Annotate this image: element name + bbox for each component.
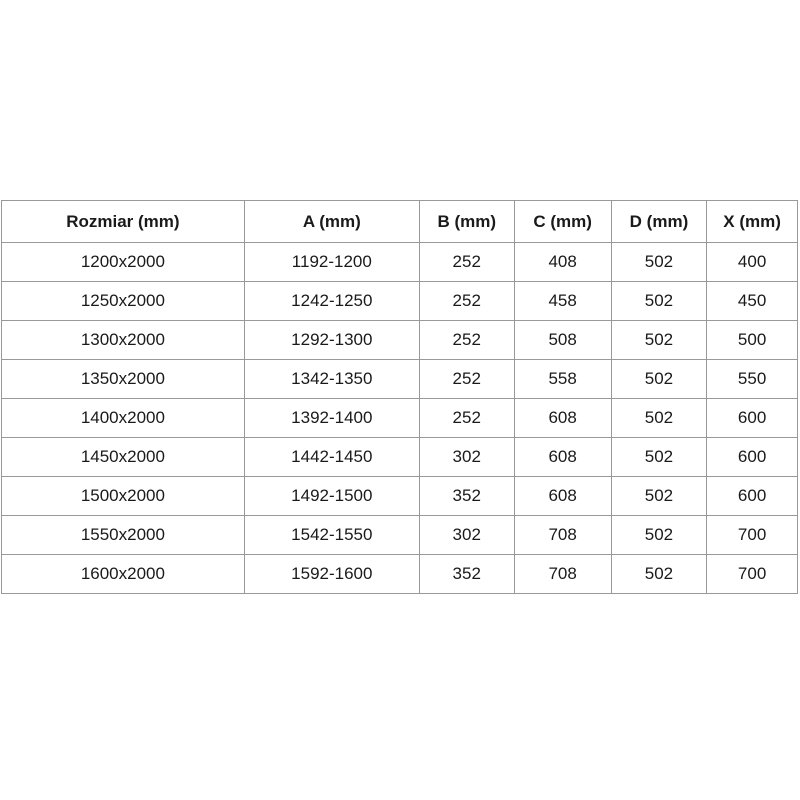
table-cell: 600 [707,399,798,438]
table-cell: 608 [514,477,611,516]
table-row [2,243,798,282]
table-cell: 502 [611,243,707,282]
table-cell: 502 [611,516,707,555]
table-cell: 1192-1200 [244,243,419,282]
table-cell: 400 [707,243,798,282]
table-cell: 1292-1300 [244,321,419,360]
table-cell: 252 [419,399,514,438]
table-cell: 608 [514,438,611,477]
table-cell: 1550x2000 [2,516,245,555]
table-header-row [2,201,798,243]
table-cell: 1500x2000 [2,477,245,516]
table-cell: 502 [611,282,707,321]
table-cell: 502 [611,555,707,594]
column-header-a: A (mm) [244,201,419,243]
column-header-x: X (mm) [707,201,798,243]
table-cell: 302 [419,438,514,477]
table-cell: 352 [419,555,514,594]
table-cell: 502 [611,477,707,516]
table-cell: 558 [514,360,611,399]
table-row [2,516,798,555]
table-cell: 508 [514,321,611,360]
table-cell: 458 [514,282,611,321]
table-row [2,321,798,360]
table-cell: 708 [514,555,611,594]
table-cell: 708 [514,516,611,555]
table-cell: 408 [514,243,611,282]
table-cell: 1400x2000 [2,399,245,438]
column-header-b: B (mm) [419,201,514,243]
table-cell: 600 [707,477,798,516]
table-cell: 500 [707,321,798,360]
table-cell: 1300x2000 [2,321,245,360]
table-cell: 1342-1350 [244,360,419,399]
table-cell: 302 [419,516,514,555]
table-cell: 450 [707,282,798,321]
table-cell: 502 [611,399,707,438]
table-cell: 502 [611,360,707,399]
table-row [2,438,798,477]
table-cell: 1442-1450 [244,438,419,477]
table-cell: 1350x2000 [2,360,245,399]
table-row [2,477,798,516]
table-row [2,555,798,594]
table-cell: 1200x2000 [2,243,245,282]
table-cell: 352 [419,477,514,516]
table-row [2,360,798,399]
column-header-d: D (mm) [611,201,707,243]
table-cell: 608 [514,399,611,438]
table-cell: 252 [419,282,514,321]
table-cell: 502 [611,438,707,477]
table-cell: 1600x2000 [2,555,245,594]
table-cell: 1242-1250 [244,282,419,321]
table-cell: 502 [611,321,707,360]
table-row [2,399,798,438]
table-cell: 1592-1600 [244,555,419,594]
table-cell: 252 [419,321,514,360]
table-cell: 550 [707,360,798,399]
column-header-rozmiar: Rozmiar (mm) [2,201,245,243]
table-cell: 1250x2000 [2,282,245,321]
table-row [2,282,798,321]
table-cell: 1450x2000 [2,438,245,477]
table-cell: 252 [419,243,514,282]
table-cell: 700 [707,516,798,555]
size-spec-table [1,200,798,594]
table-cell: 600 [707,438,798,477]
table-cell: 700 [707,555,798,594]
table-cell: 252 [419,360,514,399]
column-header-c: C (mm) [514,201,611,243]
table-cell: 1542-1550 [244,516,419,555]
table-cell: 1492-1500 [244,477,419,516]
table-cell: 1392-1400 [244,399,419,438]
